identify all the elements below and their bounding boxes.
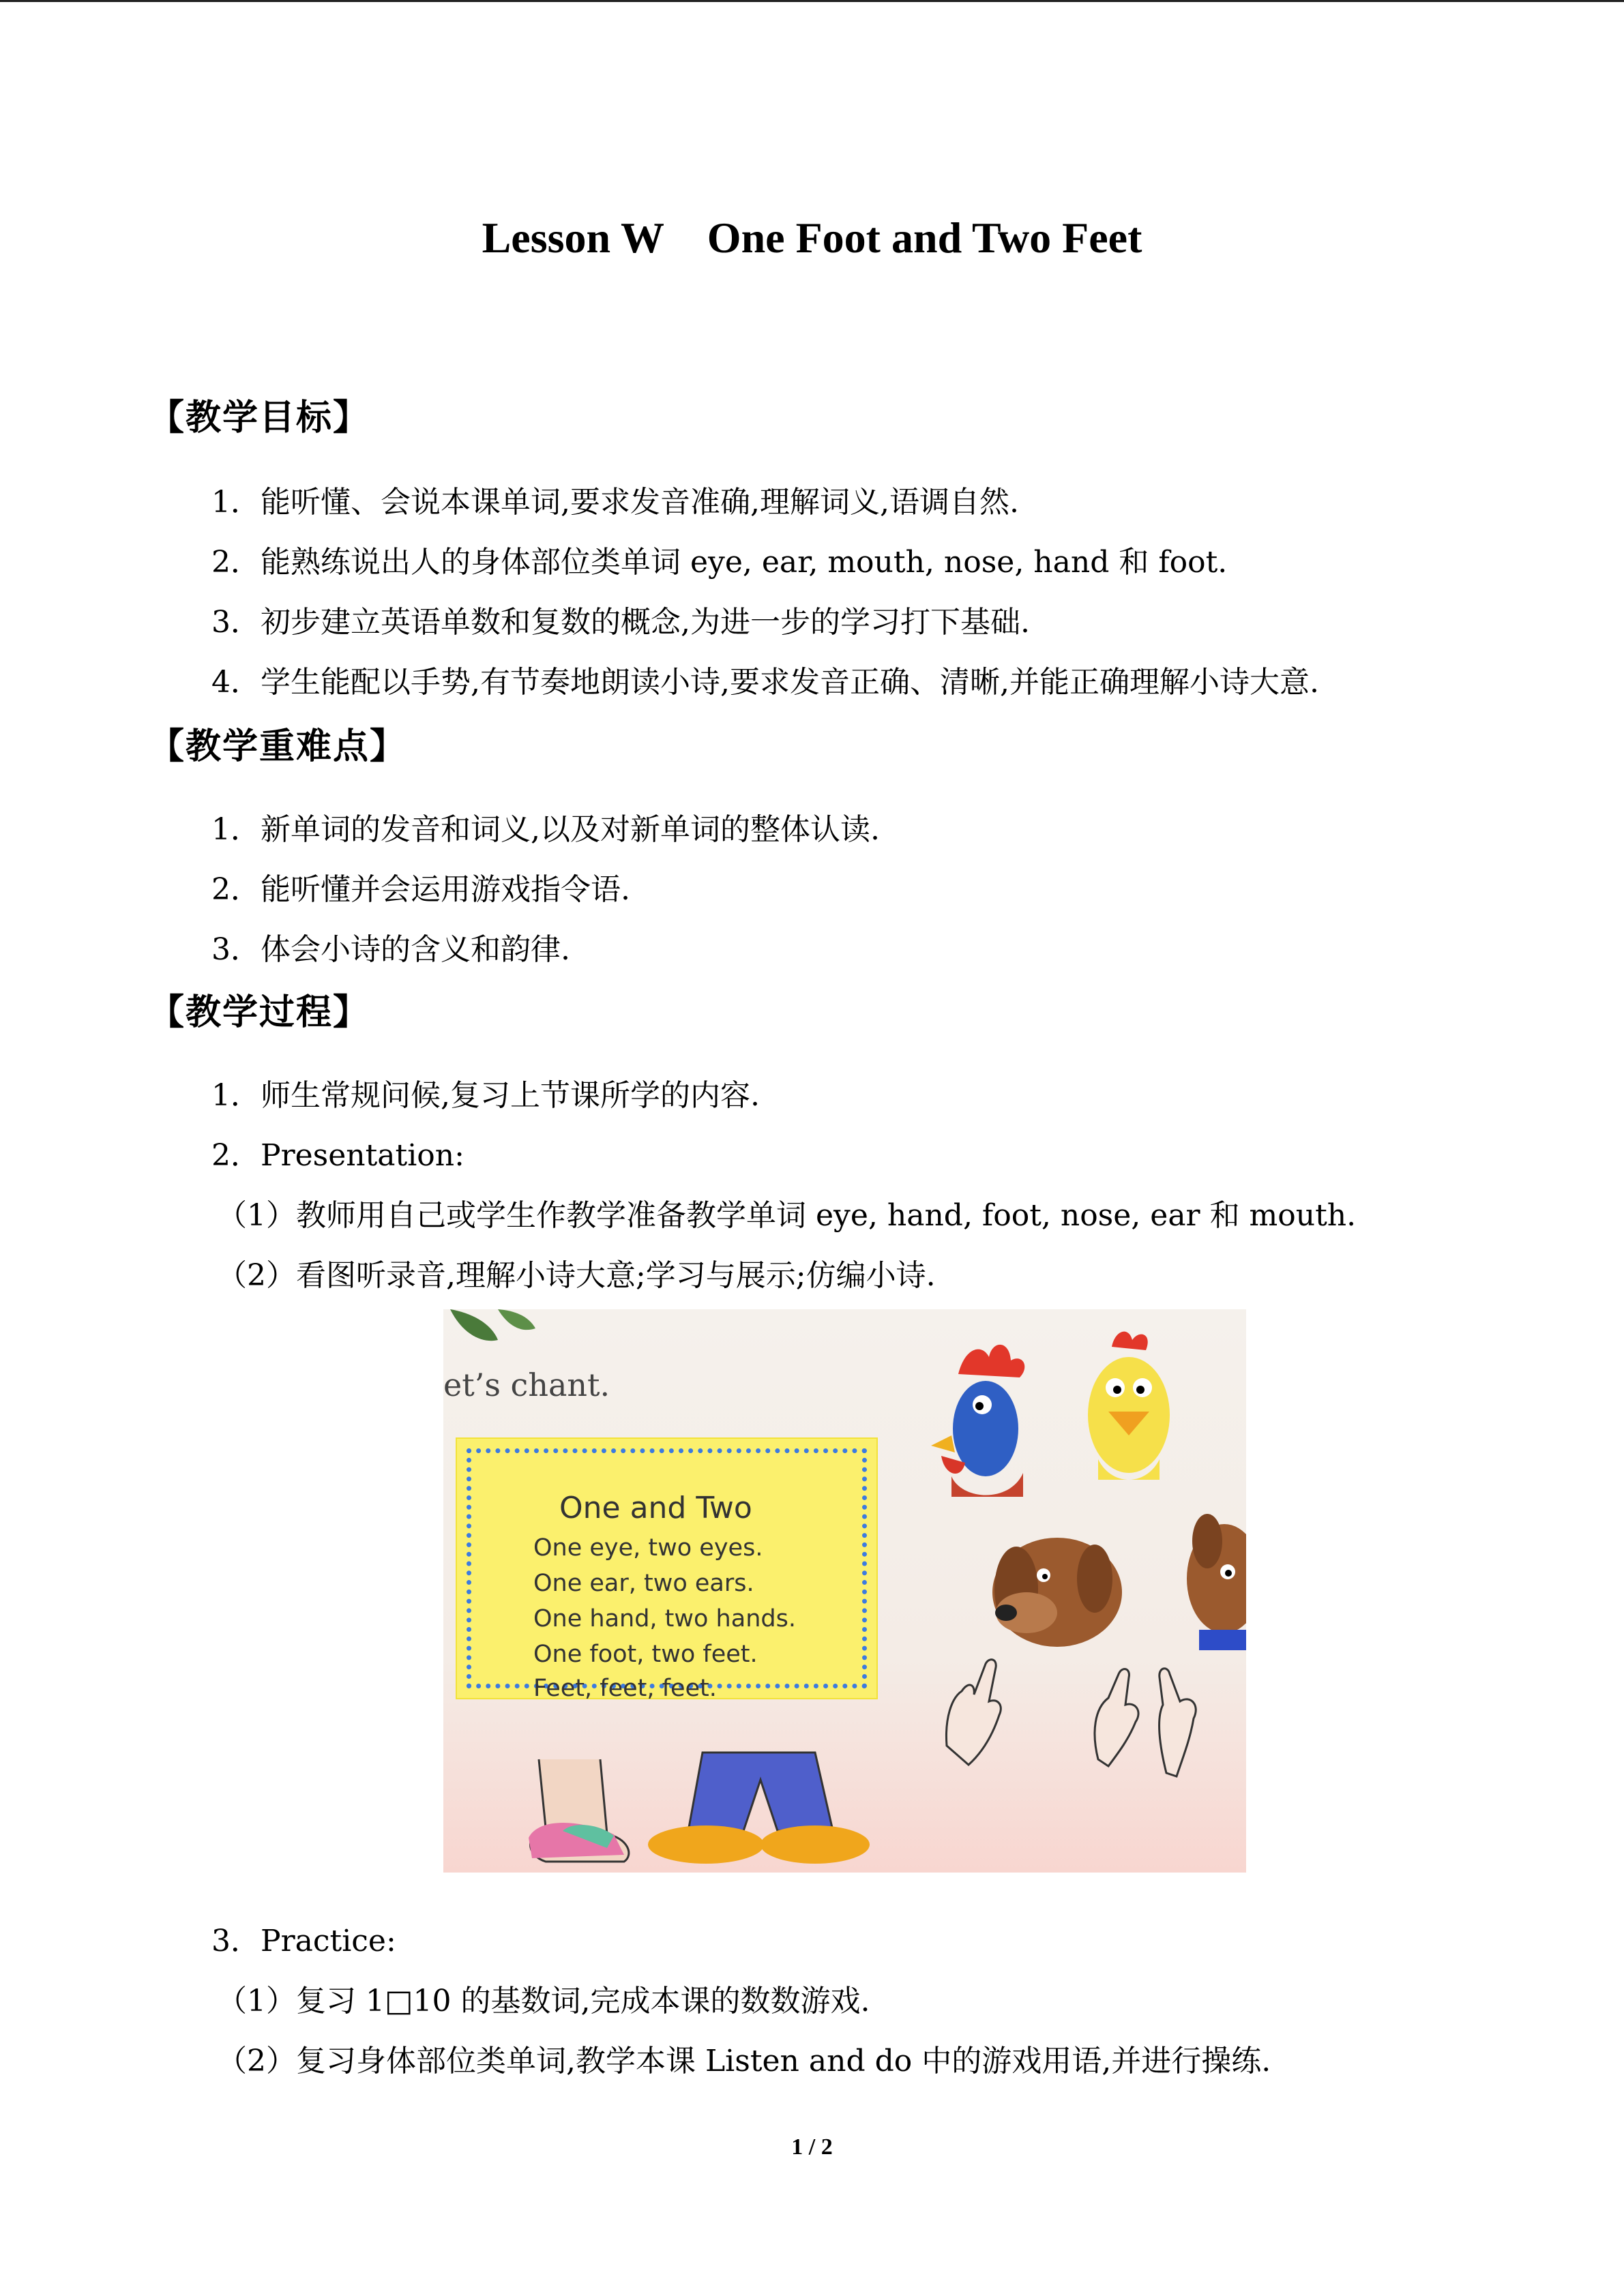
process-subitem: （2）复习身体部位类单词,教学本课 Listen and do 中的游戏用语,并进行操练. <box>217 2044 1271 2078</box>
objective-item: 2．能熟练说出人的身体部位类单词 eye, ear, mouth, nose, hand 和 foot. <box>211 545 1228 580</box>
process-item: 2．Presentation: <box>211 1138 464 1173</box>
dog-icon <box>992 1538 1122 1647</box>
keypoint-item: 2．能听懂并会运用游戏指令语. <box>211 872 630 907</box>
legs-icon <box>648 1753 870 1864</box>
leaf-icon <box>450 1309 498 1341</box>
dog-icon <box>1187 1514 1246 1650</box>
chick-icon <box>1088 1332 1170 1480</box>
keypoints-heading: 【教学重难点】 <box>149 726 407 767</box>
hand-icon <box>946 1660 1001 1765</box>
page-number: 1 / 2 <box>791 2134 833 2160</box>
process-subitem: （2）看图听录音,理解小诗大意;学习与展示;仿编小诗. <box>217 1258 936 1293</box>
leaf-icon <box>498 1309 535 1330</box>
process-heading: 【教学过程】 <box>149 992 370 1033</box>
poem-line: One ear, two ears. <box>533 1570 754 1597</box>
chant-illustration <box>443 1309 1246 1873</box>
process-subitem: （1）教师用自己或学生作教学准备教学单词 eye, hand, foot, nose, ear 和 mouth. <box>217 1198 1357 1233</box>
page-top-border <box>0 0 1624 2</box>
hand-icon <box>1095 1669 1196 1776</box>
chant-label: et’s chant. <box>443 1367 610 1403</box>
poem-line: One hand, two hands. <box>533 1605 796 1632</box>
objectives-heading: 【教学目标】 <box>149 398 370 438</box>
poem-line: One foot, two feet. <box>533 1641 758 1668</box>
objective-item: 4．学生能配以手势,有节奏地朗读小诗,要求发音正确、清晰,并能正确理解小诗大意. <box>211 665 1319 700</box>
poem-title: One and Two <box>559 1491 752 1525</box>
poem-line: One eye, two eyes. <box>533 1534 763 1562</box>
objective-item: 1．能听懂、会说本课单词,要求发音准确,理解词义,语调自然. <box>211 485 1019 520</box>
rooster-icon <box>931 1345 1024 1497</box>
keypoint-item: 1．新单词的发音和词义,以及对新单词的整体认读. <box>211 812 880 847</box>
poem-line: Feet, feet, feet. <box>533 1675 717 1702</box>
process-item: 1．师生常规问候,复习上节课所学的内容. <box>211 1078 760 1113</box>
process-subitem: （1）复习 1□10 的基数词,完成本课的数数游戏. <box>217 1984 870 2018</box>
objective-item: 3．初步建立英语单数和复数的概念,为进一步的学习打下基础. <box>211 605 1030 640</box>
page-title: Lesson W One Foot and Two Feet <box>482 213 1142 262</box>
keypoint-item: 3．体会小诗的含义和韵律. <box>211 932 570 967</box>
process-item: 3．Practice: <box>211 1924 396 1958</box>
poem-box <box>456 1437 878 1702</box>
shoe-icon <box>529 1759 629 1862</box>
